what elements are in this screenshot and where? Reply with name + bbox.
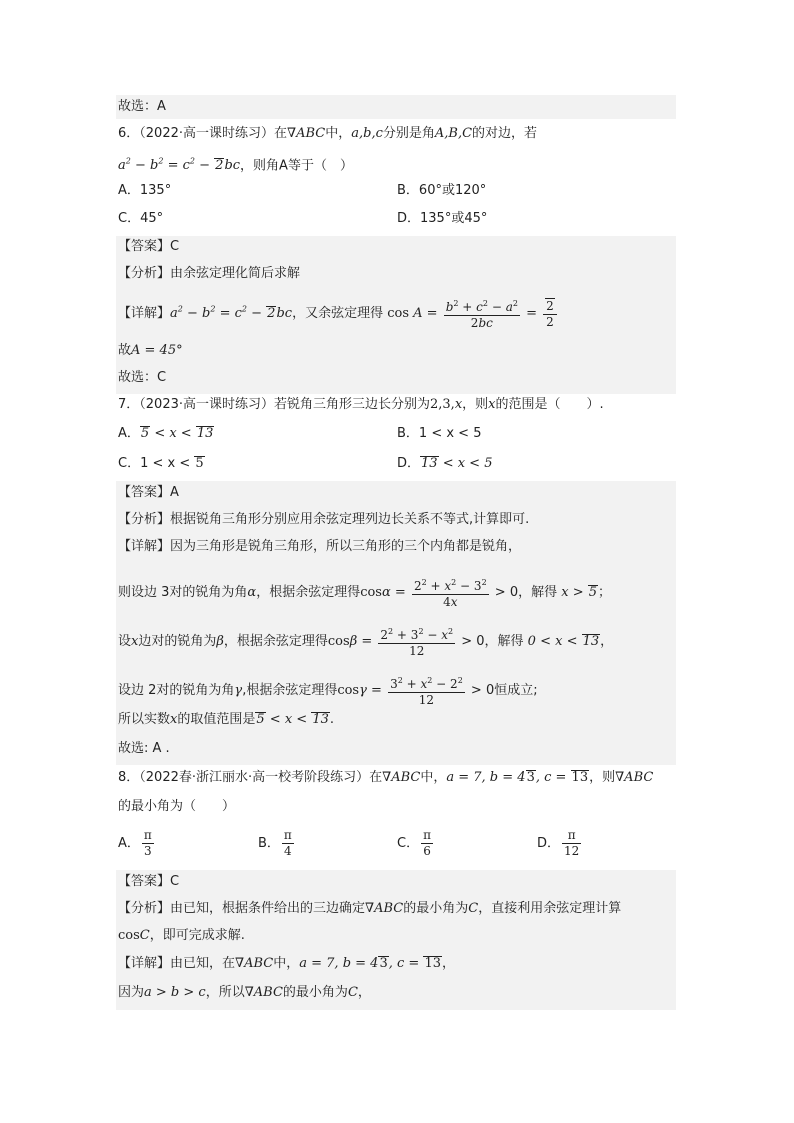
q7-a-expr: 5 < x < 13 — [140, 426, 214, 441]
q6-so-label: 故 — [118, 343, 132, 358]
q7-option-a — [118, 425, 214, 443]
q6-vars: a,b,c — [351, 126, 383, 141]
tri-symbol: ∇ABC — [287, 126, 326, 141]
q8-tail: ，则 — [589, 770, 616, 785]
q7-c-label: C．1 < x < — [118, 456, 191, 471]
q7-step2-tail: > 0，解得 — [461, 634, 524, 649]
q6-stem — [118, 125, 537, 143]
q8-analysis-tail: ，直接利用余弦定理计算 — [478, 901, 622, 916]
q6-detail: 【详解】$a^2 - b^2 = c^2 - 2bc$，又余弦定理得 cos A = $\frac{b^2 + c^2 - a^2}{2bc}$ = $\frac{2}{2}$ — [118, 296, 559, 331]
q8-a-label: A． — [118, 836, 140, 851]
q8-stem: 8．（2022春·浙江丽水·高一校考阶段练习）在∇ABC中，a = 7, b = 43, c = 13，则∇ABC — [118, 770, 654, 785]
q7-range-mid: 的取值范围是 — [177, 712, 256, 727]
q7-step2-mid2: ，根据余弦定理得 — [223, 634, 328, 649]
gamma-symbol: γ — [234, 683, 243, 698]
pi-symbol: π — [143, 828, 152, 842]
tri-symbol: ∇ABC — [244, 985, 283, 1000]
q6-cond-tail: ，则角A等于（ ） — [240, 158, 353, 174]
c-symbol: C — [347, 985, 358, 1000]
q7-step1-mid: ，根据余弦定理得 — [256, 585, 361, 600]
x-symbol: x — [131, 634, 139, 649]
q7-choice: 故选: A . — [118, 741, 170, 756]
q7-option-b: B．1 < x < 5 — [397, 426, 482, 441]
q6-mid: 中， — [325, 126, 352, 141]
q6-angles: A,B,C — [434, 126, 473, 141]
q8-conclusion-mid: ，所以 — [205, 985, 245, 1000]
q6-so-val: A = 45° — [131, 343, 183, 358]
q8-detail: 【详解】由已知，在∇ABC中，a = 7, b = 43, c = 13， — [118, 956, 455, 971]
q8-head: 8．（2022春·浙江丽水·高一校考阶段练习）在 — [118, 770, 383, 785]
q8-option-d — [537, 828, 583, 859]
alpha-symbol: α — [247, 585, 257, 600]
q7-step1-tail: > 0，解得 — [494, 585, 558, 600]
q7-range-head: 所以实数 — [118, 712, 171, 727]
q6-answer: 【答案】C — [118, 239, 180, 254]
pi-symbol: π — [283, 828, 292, 842]
q7-step2-head: 设 — [118, 634, 132, 649]
q6-frac: $\frac{b^2 + c^2 - a^2}{2bc}$ — [444, 296, 520, 331]
q6-analysis: 【分析】由余弦定理化简后求解 — [118, 266, 301, 281]
q8-option-c — [397, 828, 435, 859]
q8-b-label: B． — [258, 836, 280, 851]
q6-head: 6．（2022·高一课时练习）在 — [118, 126, 287, 141]
q7-frac3: $\frac{3^2 + x^2 - 2^2}{12}$ — [388, 673, 465, 708]
q7-step1-head: 则设边 3对的锐角为角 — [118, 585, 248, 600]
q7-sides: 2,3, — [430, 397, 455, 412]
q8-c-frac: $\frac{\pi}{6}$ — [423, 828, 431, 858]
q8-compare: a > b > c — [144, 985, 206, 1000]
q6-detail-eq: $a^2 - b^2 = c^2 - 2bc$ — [170, 304, 293, 321]
q8-stem-2: 的最小角为（ ） — [118, 799, 236, 814]
conclusion-line: 故选：A — [118, 99, 166, 114]
q8-cond: a = 7, b = 4 — [299, 956, 379, 971]
q7-step3-head: 设边 2对的锐角为角 — [118, 683, 235, 698]
q8-c-label: C． — [397, 836, 420, 851]
q7-tail: ，则 — [462, 397, 489, 412]
q6-equation: $a^2 - b^2 = c^2 - 2bc$ — [118, 157, 241, 174]
q8-a-frac: $\frac{\pi}{3}$ — [143, 828, 152, 858]
q7-step1: 则设边 3对的锐角为角α，根据余弦定理得cosα = $\frac{2^2 + x^2 - 3^2}{4x}$ > 0，解得 x > 5； — [118, 575, 611, 610]
q7-x: x — [454, 397, 463, 412]
q8-b-frac: $\frac{\pi}{4}$ — [283, 828, 292, 858]
q6-condition — [118, 153, 353, 175]
q6-frac-result: $\frac{2}{2}$ — [543, 298, 557, 330]
q8-analysis-2-tail: ，即可完成求解. — [149, 928, 245, 943]
tri-symbol: ∇ABC — [365, 901, 404, 916]
q7-step3-tail: > 0恒成立; — [470, 683, 538, 698]
q7-frac2: $\frac{2^2 + 3^2 - x^2}{12}$ — [378, 624, 455, 659]
q6-option-b: B．60°或120° — [397, 183, 487, 198]
q8-analysis — [118, 900, 621, 918]
q7-step3: 设边 2对的锐角为角γ,根据余弦定理得cosγ = $\frac{3^2 + x^2 - 2^2}{12}$ > 0恒成立; — [118, 673, 538, 708]
q7-step2: 设x边对的锐角为β，根据余弦定理得cosβ = $\frac{2^2 + 3^2 - x^2}{12}$ > 0，解得 0 < x < 13， — [118, 624, 613, 659]
q7-stem — [118, 396, 604, 414]
q7-option-d — [397, 455, 492, 473]
q8-analysis-head: 【分析】由已知，根据条件给出的三边确定 — [118, 901, 366, 916]
q7-a-label: A． — [118, 426, 140, 441]
x-symbol: x — [488, 397, 496, 412]
q7-analysis: 【分析】根据锐角三角形分别应用余弦定理列边长关系不等式,计算即可. — [118, 512, 530, 527]
q6-option-a: A．135° — [118, 183, 172, 198]
q6-choice: 故选：C — [118, 370, 167, 385]
q8-cos: cos — [118, 928, 140, 943]
q7-frac1: $\frac{2^2 + x^2 - 3^2}{4x}$ — [412, 575, 489, 610]
pi-symbol: π — [562, 828, 581, 844]
q8-cond: a = 7, b = 4 — [446, 770, 526, 785]
q8-answer: 【答案】C — [118, 874, 180, 889]
q6-option-c: C．45° — [118, 211, 164, 226]
q7-detail: 【详解】因为三角形是锐角三角形，所以三角形的三个内角都是锐角， — [118, 539, 522, 554]
q7-head: 7．（2023·高一课时练习）若锐角三角形三边长分别为 — [118, 397, 430, 412]
q7-tail2: 的范围是（ ）. — [495, 397, 604, 412]
tri-symbol: ∇ABC — [615, 770, 654, 785]
q6-so — [118, 342, 183, 360]
q8-analysis-2 — [118, 927, 245, 945]
q8-analysis-mid: 的最小角为 — [403, 901, 469, 916]
q8-conclusion-mid2: 的最小角为 — [282, 985, 348, 1000]
q6-option-d: D．135°或45° — [397, 211, 488, 226]
c-symbol: C — [139, 928, 150, 943]
q8-detail-mid: 中， — [273, 956, 300, 971]
tri-symbol: ∇ABC — [382, 770, 421, 785]
q8-option-b — [258, 828, 296, 859]
tri-symbol: ∇ABC — [235, 956, 274, 971]
x-symbol: x — [170, 712, 178, 727]
q6-mid2: 分别是角 — [382, 126, 435, 141]
q8-detail-head: 【详解】由已知，在 — [118, 956, 236, 971]
q7-d-expr: 13 < x < 5 — [421, 456, 493, 471]
beta-symbol: β — [216, 634, 224, 649]
q7-range-expr: 5 < x < 13 — [256, 712, 329, 727]
q8-conclusion — [118, 984, 371, 1002]
q8-mid: 中， — [420, 770, 447, 785]
q6-detail-mid: ，又余弦定理得 — [292, 306, 384, 321]
q8-conclusion-head: 因为 — [118, 985, 145, 1000]
q7-step3-mid: ,根据余弦定理得 — [242, 683, 338, 698]
q6-detail-head: 【详解】 — [118, 306, 171, 321]
q7-option-c — [118, 455, 205, 473]
q7-c-sqrt: 5 — [195, 456, 204, 471]
q6-cos-a: cos A = — [387, 306, 438, 321]
q7-answer: 【答案】A — [118, 485, 179, 500]
q7-range: 所以实数x的取值范围是5 < x < 13. — [118, 712, 334, 727]
q8-d-label: D． — [537, 836, 561, 851]
c-symbol: C — [468, 901, 479, 916]
answer-band — [116, 95, 676, 119]
pi-symbol: π — [423, 828, 431, 842]
q8-d-frac: $\frac{\pi}{12}$ — [564, 828, 580, 858]
q7-step2-mid: 边对的锐角为 — [138, 634, 217, 649]
q6-tail: 的对边，若 — [472, 126, 538, 141]
q7-d-label: D． — [397, 456, 421, 471]
q8-conclusion-end: ， — [357, 985, 371, 1000]
q8-option-a — [118, 828, 156, 859]
